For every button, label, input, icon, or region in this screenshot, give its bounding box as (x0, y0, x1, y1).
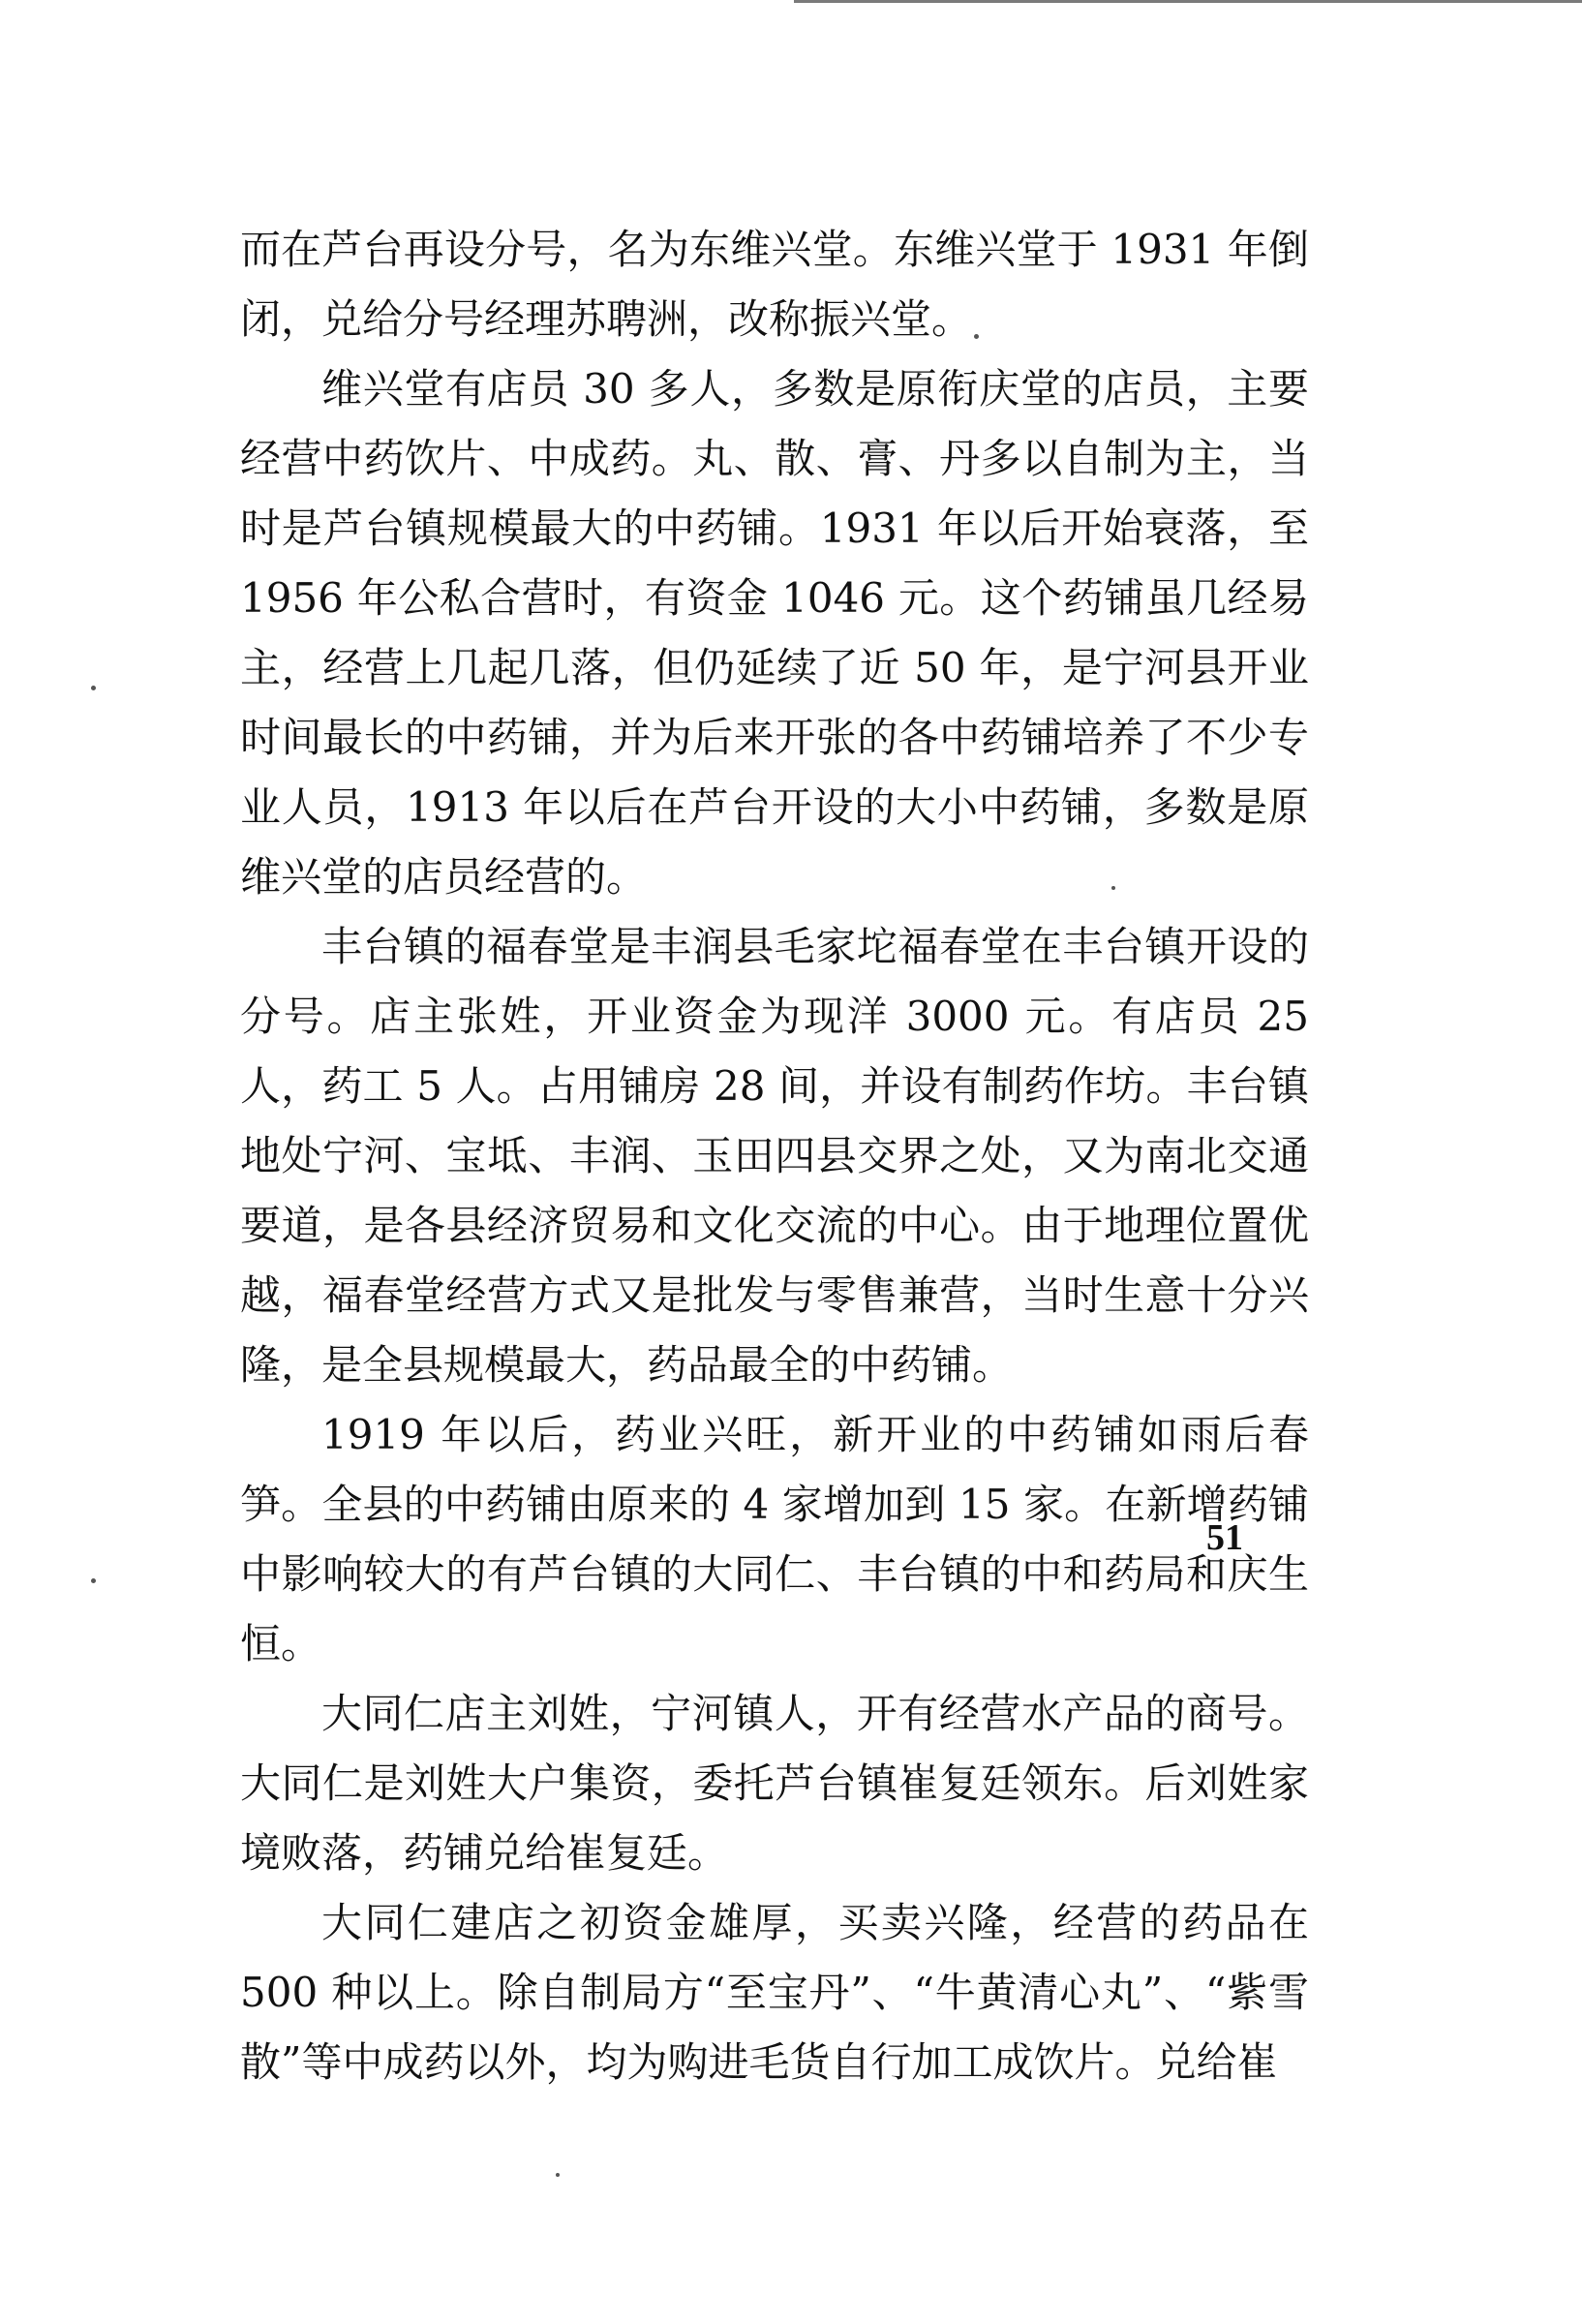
paragraph: 大同仁店主刘姓，宁河镇人，开有经营水产品的商号。大同仁是刘姓大户集资，委托芦台镇崔复廷领东。后刘姓家境败落，药铺兑给崔复廷。 (240, 1690, 1309, 1877)
paragraph: 而在芦台再设分号，名为东维兴堂。东维兴堂于 1931 年倒闭，兑给分号经理苏聘洲，改称振兴堂。 (240, 226, 1309, 343)
paragraph: 1919 年以后，药业兴旺，新开业的中药铺如雨后春笋。全县的中药铺由原来的 4 家增加到 15 家。在新增药铺中影响较大的有芦台镇的大同仁、丰台镇的中和药局和庆生恒。 (240, 1411, 1309, 1667)
scan-speck (91, 1578, 96, 1583)
paragraph: 大同仁建店之初资金雄厚，买卖兴隆，经营的药品在 500 种以上。除自制局方“至宝丹”、“牛黄清心丸”、“紫雪散”等中成药以外，均为购进毛货自行加工成饮片。兑给崔 (240, 1899, 1309, 2086)
paragraph: 维兴堂有店员 30 多人，多数是原衔庆堂的店员，主要经营中药饮片、中成药。丸、散、膏、丹多以自制为主，当时是芦台镇规模最大的中药铺。1931 年以后开始衰落，至 1956 年公私合营时，有资金 1046 元。这个药铺虽几经易主，经营上几起几落，但仍延续了近 50 年，是宁河县开业时间最长的中药铺，并为后来开张的各中药铺培养了不少专业人员，1913 年以后在芦台开设的大小中药铺，多数是原维兴堂的店员经营的。 (240, 365, 1309, 901)
header-rule (794, 0, 1582, 3)
page-number: 51 (1206, 1517, 1243, 1558)
scan-speck (556, 2173, 560, 2177)
scan-speck (974, 334, 979, 339)
scan-speck (91, 686, 96, 690)
scan-speck (1111, 886, 1115, 890)
paragraph: 丰台镇的福春堂是丰润县毛家坨福春堂在丰台镇开设的分号。店主张姓，开业资金为现洋 3000 元。有店员 25 人，药工 5 人。占用铺房 28 间，并设有制药作坊。丰台镇地处宁河、宝坻、丰润、玉田四县交界之处，又为南北交通要道，是各县经济贸易和文化交流的中心。由于地理位置优越，福春堂经营方式又是批发与零售兼营，当时生意十分兴隆，是全县规模最大，药品最全的中药铺。 (240, 923, 1309, 1389)
page-body (240, 215, 1309, 2097)
